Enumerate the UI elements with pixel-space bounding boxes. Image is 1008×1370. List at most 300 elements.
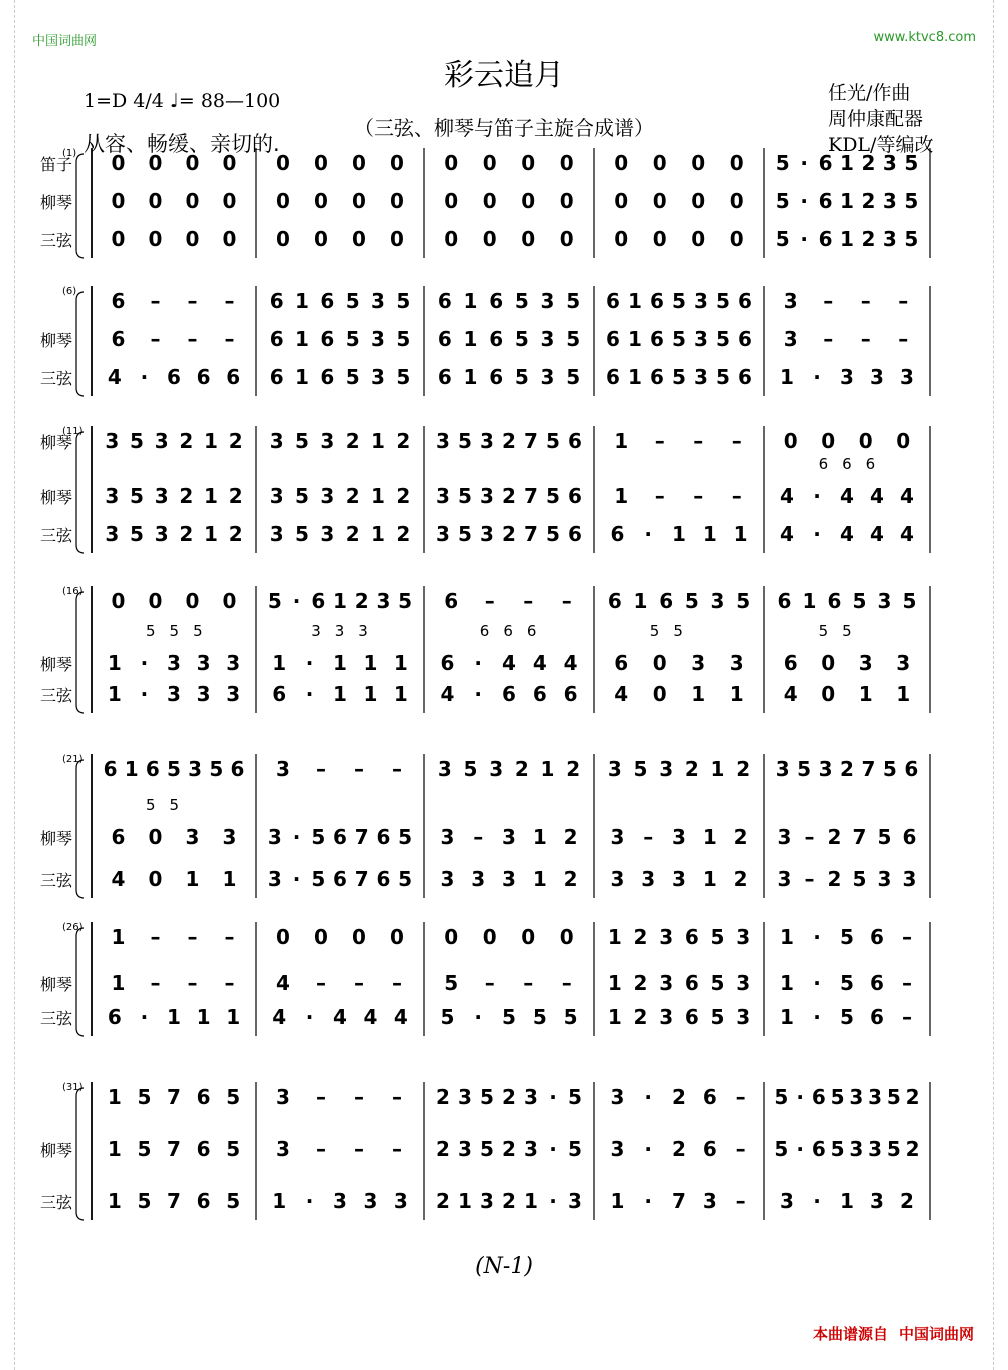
- note: 2: [502, 429, 516, 453]
- note: 5: [904, 227, 919, 251]
- note: 1: [780, 925, 794, 949]
- note: 0: [314, 151, 328, 175]
- key-tempo: 1=D 4/4 ♩= 88—100: [84, 90, 281, 112]
- note: ·: [813, 365, 821, 389]
- note: –: [392, 1085, 402, 1109]
- note: 0: [652, 189, 667, 213]
- note: ·: [644, 1189, 653, 1213]
- note: 1: [802, 589, 817, 613]
- note: ·: [813, 1189, 821, 1213]
- note: 3: [371, 327, 385, 351]
- note: 1: [858, 682, 873, 706]
- note: 0: [652, 682, 667, 706]
- note: 5: [514, 289, 529, 313]
- note: 1: [295, 327, 309, 351]
- note: 6: [870, 925, 884, 949]
- note: 6: [659, 589, 674, 613]
- note: 0: [111, 189, 126, 213]
- note: ·: [292, 825, 301, 849]
- note: 6: [738, 365, 752, 389]
- note: 0: [444, 151, 459, 175]
- note: 0: [390, 227, 404, 251]
- upper-note-annotation: 55: [146, 796, 194, 814]
- note: 0: [858, 429, 873, 453]
- note: 3: [877, 589, 892, 613]
- note: 3: [471, 867, 486, 891]
- note: 3: [777, 825, 792, 849]
- note: 7: [861, 757, 876, 781]
- note: 5: [710, 1005, 725, 1029]
- note: 7: [167, 1137, 181, 1161]
- note: ·: [800, 189, 808, 213]
- note: 5: [775, 227, 790, 251]
- note: 3: [320, 522, 335, 546]
- note: 5: [480, 1137, 494, 1161]
- note: 6: [167, 365, 181, 389]
- note: 6: [650, 365, 664, 389]
- note: 3: [659, 757, 674, 781]
- note: –: [804, 867, 815, 891]
- note: 5: [566, 365, 581, 389]
- note: –: [731, 484, 742, 508]
- note: 3: [858, 651, 873, 675]
- note: 5: [852, 589, 867, 613]
- note: 0: [652, 227, 667, 251]
- note: ·: [549, 1189, 557, 1213]
- note: 6: [196, 1137, 211, 1161]
- note: 0: [691, 151, 706, 175]
- instrument-label: 柳琴: [40, 975, 73, 994]
- note: 5: [396, 289, 411, 313]
- note: 1: [363, 651, 378, 675]
- note: 6: [818, 227, 833, 251]
- note: 0: [314, 925, 328, 949]
- note: ·: [796, 1085, 804, 1109]
- note: 2: [354, 589, 369, 613]
- note: 0: [222, 189, 237, 213]
- note: –: [187, 289, 198, 313]
- note: 1: [532, 825, 547, 849]
- note: –: [187, 327, 198, 351]
- note: 6: [684, 925, 699, 949]
- note: 6: [783, 651, 798, 675]
- note: 6: [437, 327, 452, 351]
- note: –: [150, 925, 161, 949]
- note: 3: [659, 925, 674, 949]
- note: 3: [269, 522, 284, 546]
- note: 1: [107, 1085, 122, 1109]
- note: 3: [154, 522, 169, 546]
- note: 6: [320, 289, 335, 313]
- note: 5: [830, 1085, 845, 1109]
- note: 5: [797, 757, 812, 781]
- note: 3: [710, 589, 725, 613]
- note: 3: [540, 289, 555, 313]
- note: –: [150, 289, 161, 313]
- note: ·: [140, 682, 149, 706]
- system-number: (11): [62, 426, 83, 437]
- note: 5: [458, 522, 472, 546]
- credit-editor: KDL/等编改: [828, 134, 934, 156]
- note: 2: [436, 1189, 450, 1213]
- note: 0: [559, 189, 574, 213]
- note: ·: [292, 867, 301, 891]
- note: ·: [140, 365, 149, 389]
- note: –: [823, 289, 834, 313]
- note: ·: [813, 925, 821, 949]
- note: 0: [111, 227, 126, 251]
- note: 6: [226, 365, 241, 389]
- note: 6: [870, 1005, 884, 1029]
- note: 6: [489, 327, 504, 351]
- note: 3: [276, 1137, 290, 1161]
- note: 5: [444, 971, 459, 995]
- note: 0: [729, 189, 744, 213]
- note: 5: [882, 757, 897, 781]
- note: 5: [440, 1005, 455, 1029]
- note: 5: [137, 1137, 152, 1161]
- upper-note-annotation: 666: [818, 455, 890, 473]
- note: 5: [502, 1005, 516, 1029]
- note: –: [735, 1189, 746, 1213]
- note: 3: [188, 757, 203, 781]
- note: 2: [827, 825, 842, 849]
- note: 5: [546, 522, 560, 546]
- note: 0: [148, 227, 163, 251]
- note: 3: [222, 825, 237, 849]
- note: 5: [563, 1005, 578, 1029]
- note: 1: [607, 1005, 622, 1029]
- note: 0: [185, 589, 200, 613]
- note: –: [561, 589, 572, 613]
- note: –: [561, 971, 572, 995]
- note: 5: [311, 867, 326, 891]
- note: 5: [458, 484, 472, 508]
- note: 2: [179, 429, 194, 453]
- note: –: [224, 971, 235, 995]
- note: 5: [167, 757, 181, 781]
- note: 2: [502, 1189, 516, 1213]
- note: –: [731, 429, 742, 453]
- source-site: 中国词曲网: [898, 1325, 974, 1343]
- note: 0: [559, 151, 574, 175]
- note: 0: [111, 589, 126, 613]
- note: 2: [905, 1137, 920, 1161]
- note: 1: [295, 289, 309, 313]
- note: 2: [566, 757, 581, 781]
- note: 3: [393, 1189, 408, 1213]
- note: 3: [502, 867, 516, 891]
- note: 5: [840, 925, 854, 949]
- note: ·: [305, 1189, 314, 1213]
- note: ·: [305, 682, 314, 706]
- note: 1: [702, 522, 717, 546]
- note: 6: [777, 589, 792, 613]
- note: 5: [904, 151, 919, 175]
- note: 3: [480, 1189, 494, 1213]
- note: –: [654, 484, 665, 508]
- note: 2: [563, 825, 578, 849]
- note: 1: [204, 484, 218, 508]
- system-brace: [76, 154, 84, 258]
- note: ·: [305, 1005, 314, 1029]
- note: 3: [154, 429, 169, 453]
- note: 1: [107, 1137, 122, 1161]
- note: 7: [167, 1085, 181, 1109]
- instrument-label: 三弦: [40, 526, 73, 545]
- note: 4: [614, 682, 629, 706]
- note: 2: [733, 867, 748, 891]
- note: 2: [633, 971, 648, 995]
- note: 3: [436, 522, 450, 546]
- note: 6: [103, 757, 118, 781]
- note: 3: [436, 429, 450, 453]
- note: 6: [111, 825, 126, 849]
- system-brace: [76, 432, 84, 553]
- note: 5: [902, 589, 917, 613]
- note: 2: [345, 429, 360, 453]
- note: 0: [185, 189, 200, 213]
- note: 1: [167, 1005, 181, 1029]
- note: 2: [672, 1085, 686, 1109]
- note: 2: [905, 1085, 920, 1109]
- note: 0: [729, 227, 744, 251]
- instrument-label: 三弦: [40, 369, 73, 388]
- note: 1: [333, 651, 347, 675]
- note: 0: [352, 227, 366, 251]
- note: 2: [436, 1085, 450, 1109]
- note: 5: [774, 1085, 789, 1109]
- note: 7: [524, 484, 538, 508]
- note: 1: [272, 651, 287, 675]
- note: 6: [607, 589, 622, 613]
- note: 3: [691, 651, 706, 675]
- note: 0: [222, 227, 237, 251]
- note: 3: [694, 327, 708, 351]
- note: –: [902, 971, 912, 995]
- note: 5: [226, 1137, 241, 1161]
- note: 3: [540, 327, 555, 351]
- note: 6: [444, 589, 459, 613]
- note: 2: [633, 1005, 648, 1029]
- note: 6: [606, 365, 620, 389]
- note: 7: [354, 867, 369, 891]
- note: 6: [230, 757, 245, 781]
- note: –: [392, 757, 402, 781]
- note: 6: [902, 825, 917, 849]
- note: 5: [345, 327, 360, 351]
- note: 7: [524, 522, 538, 546]
- system-number: (16): [62, 586, 83, 597]
- note: 2: [396, 429, 411, 453]
- note: 3: [610, 825, 625, 849]
- note: 3: [502, 825, 516, 849]
- note: 1: [363, 682, 378, 706]
- note: –: [392, 971, 402, 995]
- note: 5: [566, 327, 581, 351]
- note: 1: [295, 365, 309, 389]
- note: 6: [145, 757, 160, 781]
- site-url-right: www.ktvc8.com: [873, 30, 976, 45]
- note: 3: [882, 189, 897, 213]
- note: 7: [852, 825, 867, 849]
- note: ·: [292, 589, 301, 613]
- note: 5: [532, 1005, 547, 1029]
- note: –: [354, 1137, 364, 1161]
- note: 0: [482, 189, 497, 213]
- note: 5: [463, 757, 478, 781]
- note: 3: [775, 757, 790, 781]
- note: –: [484, 589, 495, 613]
- note: 3: [320, 429, 335, 453]
- note: 6: [614, 651, 629, 675]
- note: 1: [840, 227, 854, 251]
- note: 5: [514, 327, 529, 351]
- note: –: [804, 825, 815, 849]
- note: 7: [524, 429, 538, 453]
- system-brace: [76, 928, 84, 1036]
- note: 3: [154, 484, 169, 508]
- note: 2: [179, 484, 194, 508]
- note: 0: [352, 151, 366, 175]
- note: 4: [900, 484, 914, 508]
- note: 0: [482, 151, 497, 175]
- note: ·: [644, 1085, 653, 1109]
- note: –: [735, 1085, 746, 1109]
- note: –: [523, 971, 534, 995]
- note: 3: [868, 1137, 883, 1161]
- note: –: [316, 757, 326, 781]
- note: 3: [783, 289, 798, 313]
- note: –: [316, 1137, 326, 1161]
- note: –: [354, 971, 364, 995]
- note: 0: [390, 151, 404, 175]
- note: 1: [111, 971, 126, 995]
- upper-note-annotation: 666: [479, 622, 551, 640]
- note: 3: [729, 651, 744, 675]
- note: 3: [780, 1189, 794, 1213]
- note: ·: [140, 1005, 149, 1029]
- note: 3: [694, 365, 708, 389]
- note: 3: [694, 289, 708, 313]
- note: 3: [610, 1137, 625, 1161]
- note: 3: [371, 289, 385, 313]
- note: ·: [813, 1005, 821, 1029]
- system-number: (31): [62, 1082, 83, 1093]
- note: 5: [396, 365, 411, 389]
- note: 0: [314, 227, 328, 251]
- note: 5: [852, 867, 867, 891]
- credit-arranger: 周仲康配器: [828, 108, 924, 130]
- note: 6: [811, 1085, 826, 1109]
- note: 5: [710, 925, 725, 949]
- note: 5: [774, 1137, 789, 1161]
- note: 5: [226, 1085, 241, 1109]
- note: 0: [614, 189, 629, 213]
- note: –: [354, 1085, 364, 1109]
- note: 0: [148, 189, 163, 213]
- note: 2: [827, 867, 842, 891]
- note: 3: [276, 1085, 290, 1109]
- note: 6: [738, 327, 752, 351]
- note: 6: [320, 365, 335, 389]
- expression-marking: 从容、畅缓、亲切的.: [84, 132, 280, 156]
- upper-note-annotation: 55: [818, 622, 866, 640]
- note: ·: [305, 651, 314, 675]
- note: 5: [568, 1085, 582, 1109]
- note: 5: [566, 289, 581, 313]
- note: 1: [107, 651, 122, 675]
- note: 5: [672, 327, 686, 351]
- instrument-label: 柳琴: [40, 193, 73, 212]
- note: 4: [780, 484, 794, 508]
- note: 0: [521, 227, 536, 251]
- note: 5: [877, 825, 892, 849]
- note: 0: [614, 151, 629, 175]
- note: 6: [568, 429, 582, 453]
- note: 2: [228, 522, 243, 546]
- note: 1: [702, 825, 717, 849]
- note: 0: [148, 589, 163, 613]
- upper-note-annotation: 555: [146, 622, 217, 640]
- note: 5: [904, 189, 919, 213]
- note: 7: [167, 1189, 181, 1213]
- note: 6: [702, 1137, 717, 1161]
- note: 3: [736, 1005, 751, 1029]
- note: 3: [868, 1085, 883, 1109]
- note: –: [354, 757, 364, 781]
- note: 4: [840, 522, 854, 546]
- note: 3: [489, 757, 504, 781]
- note: 0: [614, 227, 629, 251]
- note: 2: [840, 757, 854, 781]
- note: 6: [568, 484, 582, 508]
- note: 3: [105, 484, 120, 508]
- note: ·: [644, 522, 653, 546]
- note: 5: [130, 522, 144, 546]
- note: 0: [222, 589, 237, 613]
- note: ·: [140, 651, 149, 675]
- note: 3: [196, 682, 211, 706]
- note: 2: [396, 484, 411, 508]
- note: 0: [276, 227, 290, 251]
- note: ·: [813, 484, 821, 508]
- note: 1: [840, 151, 854, 175]
- note: 6: [272, 682, 287, 706]
- note: 4: [502, 651, 516, 675]
- note: 6: [437, 365, 452, 389]
- note: 3: [167, 682, 181, 706]
- note: 3: [882, 227, 897, 251]
- note: 0: [783, 429, 798, 453]
- note: 6: [376, 867, 391, 891]
- note: 3: [900, 365, 914, 389]
- note: 3: [480, 522, 494, 546]
- note: 1: [463, 289, 478, 313]
- note: 3: [440, 825, 455, 849]
- note: 1: [107, 682, 122, 706]
- note: –: [150, 327, 161, 351]
- system-number: (6): [62, 286, 77, 297]
- note: 4: [563, 651, 578, 675]
- note: 1: [729, 682, 744, 706]
- note: 5: [130, 484, 144, 508]
- note: 5: [345, 289, 360, 313]
- note: 4: [780, 522, 794, 546]
- note: 6: [440, 651, 455, 675]
- note: 0: [521, 189, 536, 213]
- note: 3: [436, 484, 450, 508]
